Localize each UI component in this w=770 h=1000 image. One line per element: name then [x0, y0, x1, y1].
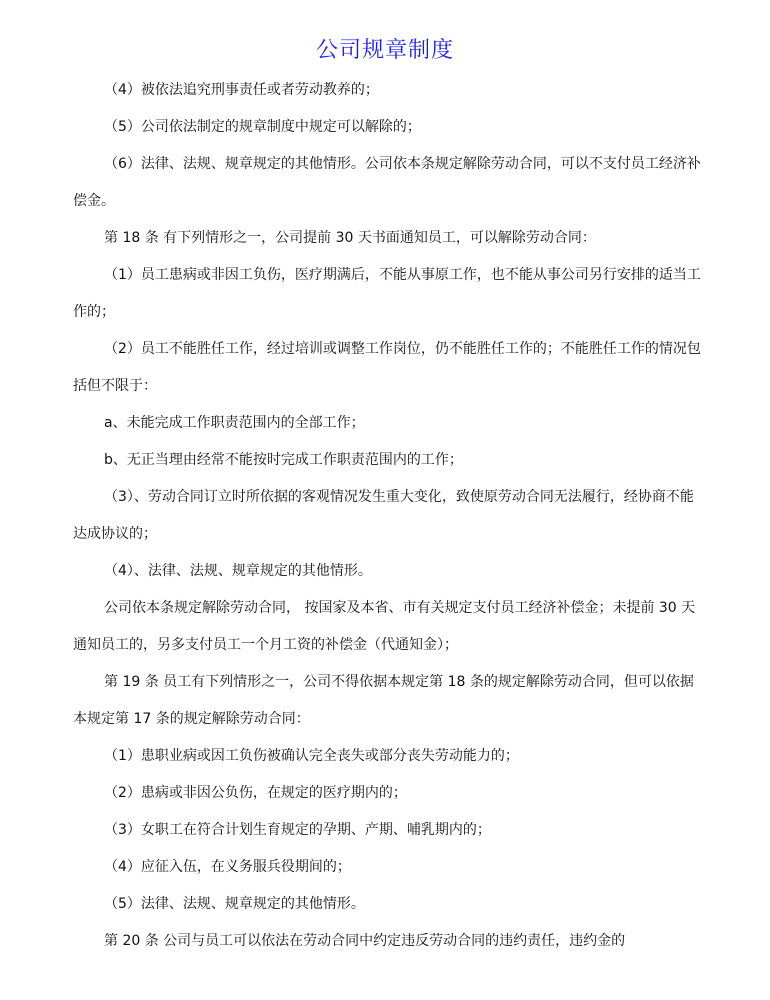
- paragraph: （5）法律、法规、规章规定的其他情形。: [104, 896, 365, 912]
- paragraph: （4）应征入伍，在义务服兵役期间的；: [104, 859, 351, 875]
- paragraph: （3）、劳动合同订立时所依据的客观情况发生重大变化，致使原劳动合同无法履行，经协商不能达成协议的；: [73, 489, 694, 542]
- paragraph: （4）、法律、法规、规章规定的其他情形。: [104, 563, 372, 579]
- paragraph: （2）患病或非因公负伤，在规定的医疗期内的；: [104, 785, 407, 801]
- paragraph: （3）女职工在符合计划生育规定的孕期、产期、哺乳期内的；: [104, 822, 491, 838]
- paragraph: 公司依本条规定解除劳动合同， 按国家及本省、市有关规定支付员工经济补偿金；未提前 30 天通知员工的，另多支付员工一个月工资的补偿金（代通知金）；: [73, 600, 696, 653]
- paragraph: 第 19 条 员工有下列情形之一，公司不得依据本规定第 18 条的规定解除劳动合同，但可以依据本规定第 17 条的规定解除劳动合同：: [73, 674, 694, 727]
- paragraph: （1）患职业病或因工负伤被确认完全丧失或部分丧失劳动能力的；: [104, 748, 519, 764]
- paragraph: b、无正当理由经常不能按时完成工作职责范围内的工作；: [104, 452, 463, 468]
- paragraph: a、未能完成工作职责范围内的全部工作；: [104, 415, 365, 431]
- paragraph: （2）员工不能胜任工作，经过培训或调整工作岗位，仍不能胜任工作的；不能胜任工作的情况包括但不限于：: [73, 341, 701, 394]
- paragraph: （6）法律、法规、规章规定的其他情形。公司依本条规定解除劳动合同，可以不支付员工经济补偿金。: [73, 156, 701, 209]
- paragraph: （5）公司依法制定的规章制度中规定可以解除的；: [104, 119, 421, 135]
- document-body: [73, 72, 703, 960]
- page-title: 公司规章制度: [315, 38, 454, 63]
- paragraph: 第 18 条 有下列情形之一，公司提前 30 天书面通知员工，可以解除劳动合同：: [104, 230, 596, 246]
- paragraph: 第 20 条 公司与员工可以依法在劳动合同中约定违反劳动合同的违约责任，违约金的: [104, 933, 626, 949]
- paragraph: （4）被依法追究刑事责任或者劳动教养的；: [104, 82, 379, 98]
- paragraph: （1）员工患病或非因工负伤，医疗期满后，不能从事原工作，也不能从事公司另行安排的适当工作的；: [73, 267, 701, 320]
